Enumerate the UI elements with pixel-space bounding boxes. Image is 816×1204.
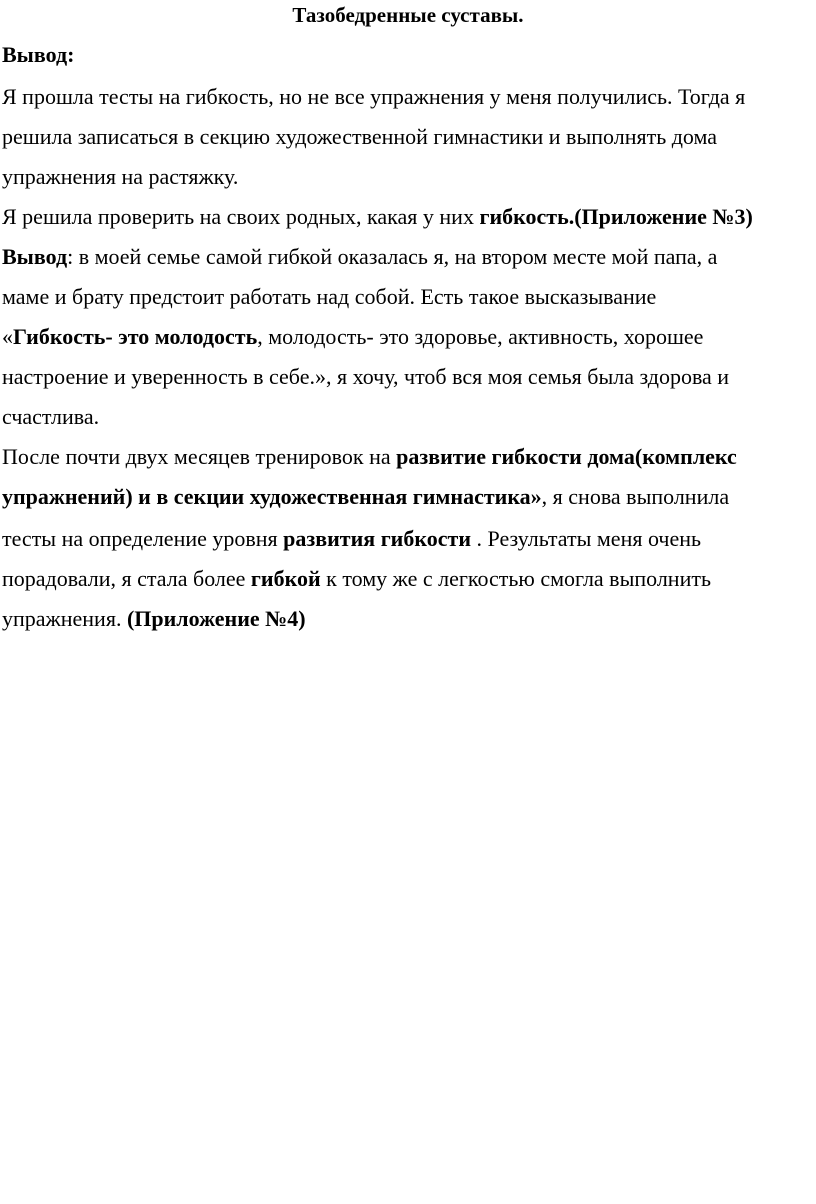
paragraph-line: настроение и уверенность в себе.», я хочу, чтоб вся моя семья была здорова и xyxy=(2,364,730,389)
paragraph-line: упражнения. (Приложение №4) xyxy=(2,606,306,631)
paragraph-line: решила записаться в секцию художественной гимнастики и выполнять дома xyxy=(2,124,718,149)
page-title: Тазобедренные суставы. xyxy=(292,3,524,27)
paragraph-line: упражнения на растяжку. xyxy=(2,164,239,189)
paragraph-line: маме и брату предстоит работать над собой. Есть такое высказывание xyxy=(2,284,657,309)
paragraph-line: Вывод: в моей семье самой гибкой оказалась я, на втором месте мой папа, а xyxy=(2,244,718,269)
paragraph-line: После почти двух месяцев тренировок на развитие гибкости дома(комплекс xyxy=(2,444,737,469)
conclusion-heading: Вывод: xyxy=(2,42,75,67)
paragraph-line: счастлива. xyxy=(2,404,100,429)
paragraph-line: Я прошла тесты на гибкость, но не все упражнения у меня получились. Тогда я xyxy=(2,84,746,109)
paragraph-line: Я решила проверить на своих родных, какая у них гибкость.(Приложение №3) xyxy=(2,204,753,229)
paragraph-line: упражнений) и в секции художественная гимнастика», я снова выполнила xyxy=(2,484,730,509)
paragraph-line: тесты на определение уровня развития гибкости . Результаты меня очень xyxy=(2,526,702,551)
paragraph-line: «Гибкость- это молодость, молодость- это здоровье, активность, хорошее xyxy=(2,324,704,349)
paragraph-line: порадовали, я стала более гибкой к тому же с легкостью смогла выполнить xyxy=(2,566,712,591)
